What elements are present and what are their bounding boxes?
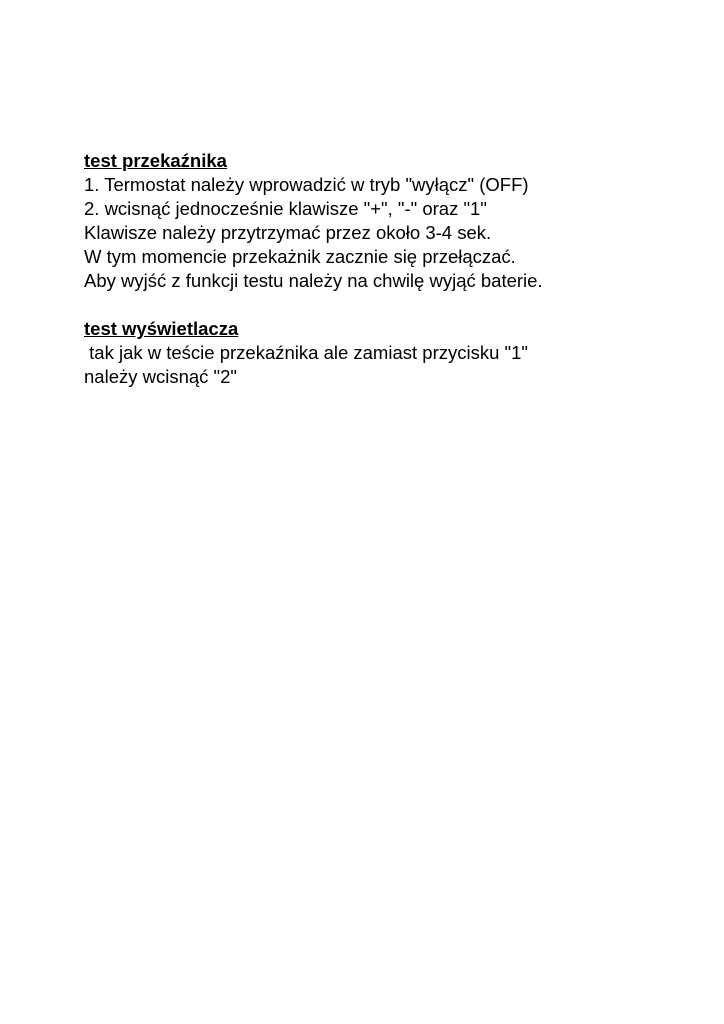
section-heading: test przekaźnika	[84, 150, 227, 171]
instruction-line: tak jak w teście przekaźnika ale zamiast przycisku "1"	[84, 342, 528, 363]
section-display-test	[84, 317, 704, 389]
instruction-line: 1. Termostat należy wprowadzić w tryb "wyłącz" (OFF)	[84, 174, 529, 195]
section-spacer	[84, 293, 704, 317]
section-heading: test wyświetlacza	[84, 318, 239, 339]
instruction-line: Klawisze należy przytrzymać przez około 3-4 sek.	[84, 222, 492, 243]
instructions-text	[84, 149, 704, 389]
instruction-line: 2. wcisnąć jednocześnie klawisze "+", "-" oraz "1"	[84, 198, 487, 219]
instruction-line: Aby wyjść z funkcji testu należy na chwilę wyjąć baterie.	[84, 270, 543, 291]
instruction-line: W tym momencie przekażnik zacznie się przełączać.	[84, 246, 516, 267]
section-relay-test	[84, 149, 704, 293]
instruction-line: należy wcisnąć "2"	[84, 366, 237, 387]
